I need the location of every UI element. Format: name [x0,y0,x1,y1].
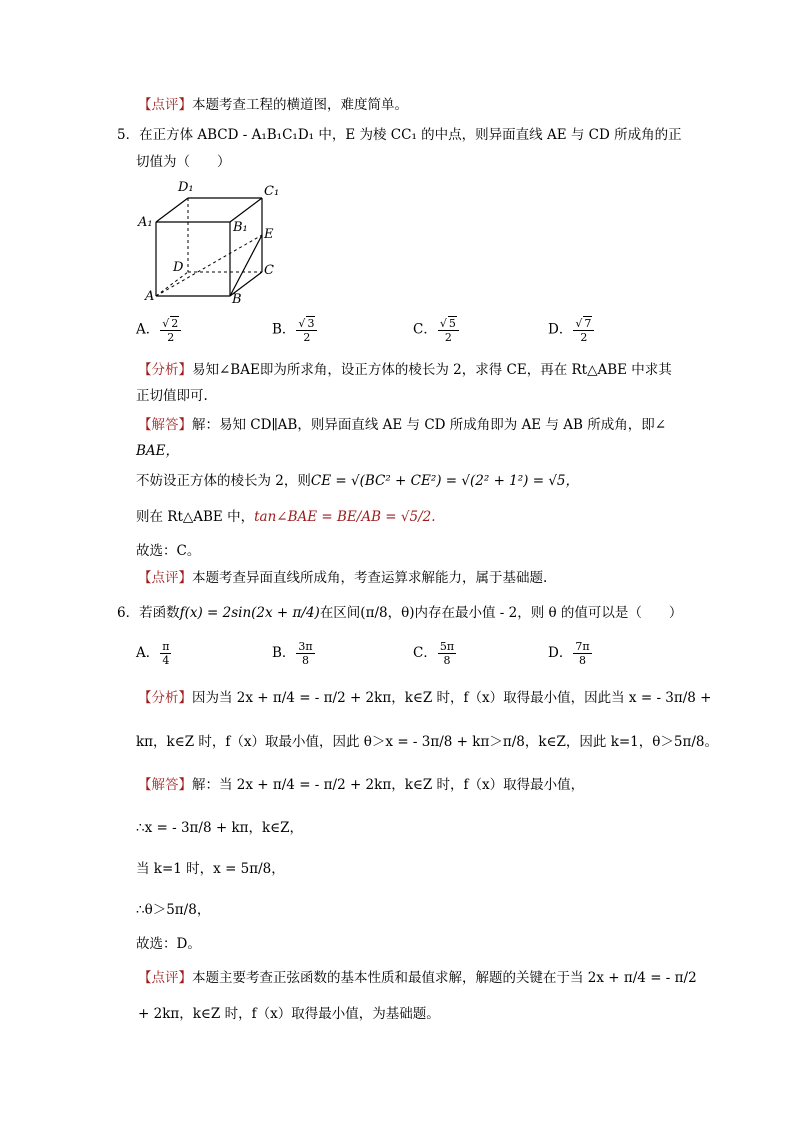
label-d1: D₁ [178,180,194,195]
label-b: B [232,292,242,306]
comment-tag: 【点评】 [138,97,192,113]
option-radicand: 7 [584,317,592,330]
label-a: A [145,289,155,304]
q6-solution-line-2: ∴x = - 3π/8 + kπ，k∈Z， [136,820,304,836]
option-denominator: 2 [167,331,175,344]
solution-text: 解：易知 CD∥AB，则异面直线 AE 与 CD 所成角即为 AE 与 AB 所成角，即∠ [192,417,667,433]
comment-text: 本题主要考查正弦函数的基本性质和最值求解，解题的关键在于当 2x + π/4 = - π/2 [192,970,697,986]
analysis-text: 易知∠BAE即为所求角，设正方体的棱长为 2，求得 CE，再在 Rt△ABE 中求其 [192,362,672,378]
option-radicand: 5 [448,317,456,330]
label-e: E [264,227,274,242]
edge-a-d-hidden [156,272,188,296]
option-numerator: 5π [439,640,455,653]
solution-text: 不妨设正方体的棱长为 2，则 [136,473,311,489]
option-a: A． $\frac{√ 2}{2}$ [136,316,182,344]
label-b1: B₁ [233,220,248,235]
option-a [136,640,172,667]
solution-math: CE = √(BC² + CE²) = √(2² + 1²) = √5， [310,473,580,489]
analysis-tag: 【分析】 [138,362,192,378]
label-c1: C₁ [264,184,280,199]
option-c: C． $\frac{√ 5}{2}$ [413,316,460,344]
analysis-tag: 【分析】 [138,690,192,706]
option-letter: A． [136,645,160,661]
solution-tag: 【解答】 [138,777,192,793]
q5-solution-line-4 [136,508,436,526]
option-denominator: 4 [162,654,170,667]
edge-a1-d1 [156,198,188,222]
solution-math: tan∠BAE = BE/AB = √5/2. [254,509,436,525]
option-radicand: 2 [171,317,179,330]
comment-text: 本题考查工程的横道图，难度简单。 [192,97,408,113]
option-numerator: π [162,640,170,653]
option-letter: B． [272,321,296,338]
q5-analysis-line-2: 正切值即可. [136,388,208,404]
option-letter: C． [413,645,437,661]
q5-answer: 故选：C。 [136,543,201,559]
option-radicand: 3 [307,317,315,330]
solution-tag: 【解答】 [138,417,192,433]
option-denominator: 8 [302,654,310,667]
option-letter: A． [136,321,160,338]
q6-solution-line-1 [138,776,584,794]
question-5-line-1 [117,126,682,144]
option-b: B． $\frac{√ 3}{2}$ [272,316,318,344]
question-stem: 在区间(π/8，θ)内存在最小值 - 2，则 θ 的值可以是（ ） [319,605,683,621]
q6-comment-line-1 [138,969,697,987]
option-letter: B． [272,645,296,661]
option-d: D． $\frac{√ 7}{2}$ [548,316,595,344]
comment-tag: 【点评】 [138,570,192,586]
q6-analysis-line-1 [138,689,712,707]
comment-tag: 【点评】 [138,970,192,986]
analysis-text: 因为当 2x + π/4 = - π/2 + 2kπ，k∈Z 时，f（x）取得最小值，因此当 x = - 3π/8 + [192,690,712,706]
option-c [413,640,457,667]
q5-analysis-line-1 [138,361,672,379]
option-letter: C． [413,321,437,338]
question-stem: 若函数 [139,605,180,621]
label-d: D [173,260,184,275]
q5-solution-line-3 [136,472,579,490]
option-denominator: 2 [444,331,452,344]
q4-comment [138,96,408,114]
q6-analysis-line-2: kπ，k∈Z 时，f（x）取最小值，因此 θ＞x = - 3π/8 + kπ＞π/8，k∈Z，因此 k=1，θ＞5π/8。 [136,734,718,750]
label-c: C [264,263,274,278]
option-denominator: 2 [303,331,311,344]
q6-answer: 故选：D。 [136,936,201,952]
q6-solution-line-4: ∴θ＞5π/8， [136,902,211,918]
question-stem: 在正方体 ABCD - A₁B₁C₁D₁ 中，E 为棱 CC₁ 的中点，则异面直线 AE 与 CD 所成角的正 [139,127,682,143]
q6-solution-line-3: 当 k=1 时，x = 5π/8， [136,861,285,877]
option-letter: D． [548,645,573,661]
solution-text: 则在 Rt△ABE 中， [136,509,255,525]
option-b [272,640,316,667]
option-numerator: 3π [298,640,313,653]
option-d [548,640,593,667]
comment-text: 本题考查异面直线所成角，考查运算求解能力，属于基础题. [192,570,548,586]
option-denominator: 2 [580,331,588,344]
question-5-line-2: 切值为（ ） [136,154,231,170]
option-denominator: 8 [578,654,586,667]
solution-text: 解：当 2x + π/4 = - π/2 + 2kπ，k∈Z 时，f（x）取得最小值， [192,777,585,793]
q5-comment [138,569,547,587]
label-a1: A₁ [138,215,153,230]
option-letter: D． [548,321,573,338]
question-number: 5． [117,127,140,143]
question-number: 6． [117,605,140,621]
option-denominator: 8 [443,654,451,667]
q5-solution-line-1 [138,416,666,434]
option-numerator: 7π [575,640,590,653]
q5-solution-line-2: BAE， [136,443,180,459]
edge-c1-b1 [230,198,262,222]
question-function: f(x) = 2sin(2x + π/4) [179,605,320,621]
q6-comment-line-2: + 2kπ，k∈Z 时，f（x）取得最小值，为基础题。 [138,1006,440,1022]
cube-figure [136,176,286,306]
question-6-stem [117,604,682,622]
